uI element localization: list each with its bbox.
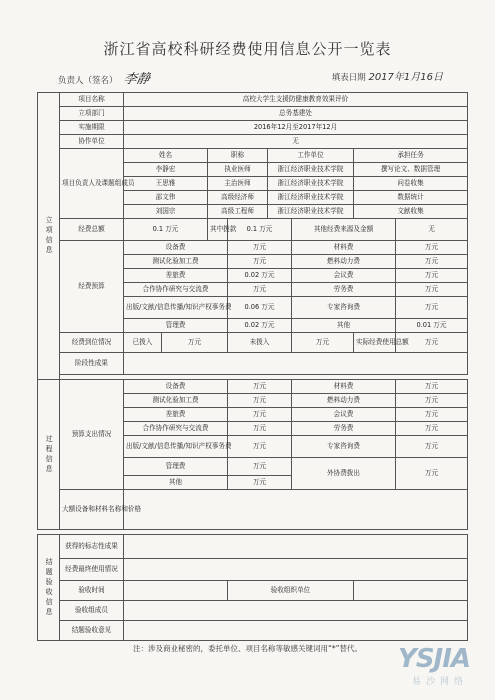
actual-usage-unit: 万元 <box>396 333 468 353</box>
page-title: 浙江省高校科研经费使用信息公开一览表 <box>103 40 392 58</box>
actual-usage-label: 实际经费使用总额 <box>354 333 396 353</box>
partner-value: 无 <box>124 135 468 149</box>
expense-amount: 万元 <box>396 380 468 394</box>
fill-date-value: 2017年1月16日 <box>368 72 443 83</box>
total-label: 经费总额 <box>60 219 124 241</box>
acceptance-org-value <box>354 581 468 601</box>
received-unit: 万元 <box>162 333 228 353</box>
member-name: 邵文伟 <box>124 191 208 205</box>
expense-amount: 万元 <box>228 408 292 422</box>
period-value: 2016年12月至2017年12月 <box>124 121 468 135</box>
budget-item: 测试化验加工费 <box>124 255 228 269</box>
budget-amount: 万元 <box>396 269 468 283</box>
expense-amount: 万元 <box>228 394 292 408</box>
fill-date-line <box>332 68 443 83</box>
acceptance-members-value <box>124 601 468 621</box>
partner-label: 协作单位 <box>60 135 124 149</box>
member-name: 刘国宗 <box>124 205 208 219</box>
member-title: 主治医师 <box>208 177 268 191</box>
expense-item: 测试化验加工费 <box>124 394 228 408</box>
expense-item: 燃料动力费 <box>292 394 396 408</box>
expense-amount: 万元 <box>228 436 292 458</box>
final-usage-value <box>124 559 468 581</box>
results-label: 获得的标志性成果 <box>60 535 124 559</box>
member-unit: 浙江经济职业技术学院 <box>268 177 354 191</box>
budget-amount: 万元 <box>228 255 292 269</box>
expense-item: 外协费拨出 <box>292 458 396 490</box>
budget-amount: 万元 <box>396 297 468 319</box>
budget-amount: 万元 <box>228 283 292 297</box>
expense-item: 会议费 <box>292 408 396 422</box>
budget-amount: 万元 <box>396 283 468 297</box>
project-name: 高校大学生支援防健康教育效果评价 <box>124 93 468 107</box>
budget-item: 其他 <box>292 319 396 333</box>
member-name: 王思雅 <box>124 177 208 191</box>
expense-item: 设备费 <box>124 380 228 394</box>
stage-results-label: 阶段性成果 <box>60 353 124 375</box>
budget-item: 会议费 <box>292 269 396 283</box>
project-name-label: 项目名称 <box>60 93 124 107</box>
expense-label: 预算支出情况 <box>60 380 124 490</box>
budget-amount: 万元 <box>396 241 468 255</box>
other-source-value: 无 <box>396 219 468 241</box>
budget-item: 材料费 <box>292 241 396 255</box>
total-value: 0.1 万元 <box>124 219 208 241</box>
member-task: 问卷收集 <box>354 177 468 191</box>
equipment-label: 大额设备和材料名称和价格 <box>60 490 124 530</box>
budget-amount: 0.02 万元 <box>228 269 292 283</box>
team-label: 项目负责人及课题组成员 <box>60 149 124 219</box>
team-col-unit: 工作单位 <box>268 149 354 163</box>
member-unit: 浙江经济职业技术学院 <box>268 191 354 205</box>
team-col-name: 姓名 <box>124 149 208 163</box>
expense-amount: 万元 <box>396 458 468 490</box>
central-label: 其中拨款 <box>208 219 228 241</box>
expense-amount: 万元 <box>396 394 468 408</box>
expense-amount: 万元 <box>228 458 292 476</box>
arrival-label: 经费到位情况 <box>60 333 124 353</box>
received-label: 已拨入 <box>124 333 162 353</box>
budget-item: 管理费 <box>124 319 228 333</box>
budget-amount: 0.06 万元 <box>228 297 292 319</box>
budget-item: 差旅费 <box>124 269 228 283</box>
footnote: 注：涉及商业秘密的，委托单位、项目名称等敏感关键词用“*”替代。 <box>132 644 363 653</box>
period-label: 实施期限 <box>60 121 124 135</box>
expense-amount: 万元 <box>228 380 292 394</box>
section-project: 立项信息 <box>38 93 60 380</box>
watermark-sub: 易沙网络 <box>412 677 469 687</box>
section-process: 过程信息 <box>38 380 60 530</box>
member-title: 高级工程师 <box>208 205 268 219</box>
responsible-signature: 李静 <box>122 72 152 87</box>
expense-amount: 万元 <box>396 422 468 436</box>
equipment-value <box>124 490 468 530</box>
member-task: 文献收集 <box>354 205 468 219</box>
expense-item: 劳务费 <box>292 422 396 436</box>
budget-item: 出版/文献/信息传播/知识产权事务费 <box>124 297 228 319</box>
expense-item: 合作协作研究与交流费 <box>124 422 228 436</box>
responsible-label: 负责人（签名） <box>58 76 118 86</box>
results-value <box>124 535 468 559</box>
other-source-label: 其他经费来源及金额 <box>292 219 396 241</box>
budget-amount: 万元 <box>396 255 468 269</box>
budget-label: 经费预算 <box>60 241 124 333</box>
expense-item: 材料费 <box>292 380 396 394</box>
watermark-brand: YSJIA <box>398 644 471 674</box>
watermark-logo <box>398 646 490 696</box>
expense-amount: 万元 <box>396 408 468 422</box>
section-acceptance: 结题验收信息 <box>38 535 60 641</box>
pending-label: 未拨入 <box>228 333 292 353</box>
member-task: 数据统计 <box>354 191 468 205</box>
central-value: 0.1 万元 <box>228 219 292 241</box>
dept-label: 立项部门 <box>60 107 124 121</box>
budget-item: 合作协作研究与交流费 <box>124 283 228 297</box>
dept-value: 总务基建处 <box>124 107 468 121</box>
expense-item: 出版/文献/信息传播/知识产权事务费 <box>124 436 228 458</box>
expense-item: 其他 <box>124 476 228 490</box>
member-title: 执业医师 <box>208 163 268 177</box>
acceptance-opinion-label: 结题验收意见 <box>60 621 124 641</box>
expense-amount: 万元 <box>396 436 468 458</box>
acceptance-time-value <box>124 581 228 601</box>
acceptance-org-label: 验收组织单位 <box>228 581 354 601</box>
expense-amount: 万元 <box>228 476 292 490</box>
fill-date-label: 填表日期 <box>331 73 366 83</box>
expense-item: 差旅费 <box>124 408 228 422</box>
budget-amount: 0.02 万元 <box>228 319 292 333</box>
budget-amount: 万元 <box>228 241 292 255</box>
member-title: 高级经济师 <box>208 191 268 205</box>
budget-item: 专家咨询费 <box>292 297 396 319</box>
acceptance-time-label: 验收时间 <box>60 581 124 601</box>
stage-results-value <box>124 353 468 375</box>
expense-item: 专家咨询费 <box>292 436 396 458</box>
member-name: 李静宏 <box>124 163 208 177</box>
budget-item: 燃料动力费 <box>292 255 396 269</box>
team-col-task: 承担任务 <box>354 149 468 163</box>
info-form-table <box>37 92 468 641</box>
final-usage-label: 经费最终使用情况 <box>60 559 124 581</box>
expense-item: 管理费 <box>124 458 228 476</box>
team-col-title: 职称 <box>208 149 268 163</box>
acceptance-members-label: 验收组成员 <box>60 601 124 621</box>
member-unit: 浙江经济职业技术学院 <box>268 205 354 219</box>
member-unit: 浙江经济职业技术学院 <box>268 163 354 177</box>
budget-item: 劳务费 <box>292 283 396 297</box>
pending-unit: 万元 <box>292 333 354 353</box>
acceptance-opinion-value <box>124 621 468 641</box>
budget-amount: 0.01 万元 <box>396 319 468 333</box>
expense-amount: 万元 <box>228 422 292 436</box>
responsible-line <box>58 68 150 87</box>
budget-item: 设备费 <box>124 241 228 255</box>
member-task: 撰写论文、数据管理 <box>354 163 468 177</box>
